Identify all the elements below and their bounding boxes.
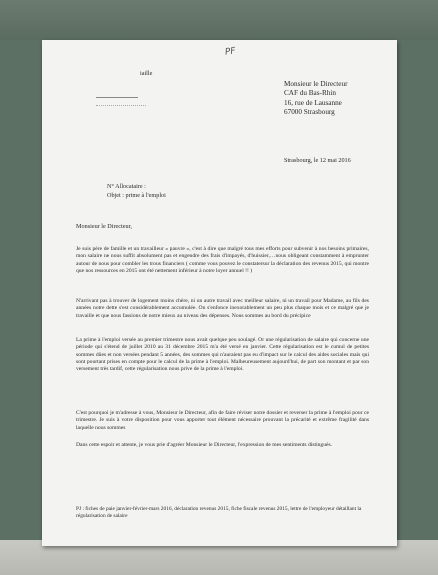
- paragraph-4: C'est pourquoi je m'adresse à vous, Monsieur le Directeur, afin de faire réviser notre dossier et reverser la prime à l'emploi pour ce trimestre. Je suis à votre disposition pour vous apporter tout élément nécessaire prouvant la précarité et extrême fragilité dans laquelle nous sommes: [76, 410, 369, 431]
- paragraph-5: Dans cette espoir et attente, je vous prie d'agréer Monsieur le Directeur, l'expression de mes sentiments distingués.: [76, 442, 333, 448]
- paragraph-1: Je suis père de famille et un travailleur « pauvre », c'est à dire que malgré tous mes efforts pour subvenir à nos besoins primaires, mon salaire ne nous suffit absolument pas et engendre des frais d'impayés, d'huissier,…nous obligeant constamment à emprunter autour de nous pour combler les trous financiers ( comme vous pouvez le constatersur la déclaration des revenus 2015, qui montre que nos ressources en 2015 ont été nettement inférieur à notre loyer annuel !! ): [76, 246, 369, 274]
- recipient-line-4: 67000 Strasbourg: [284, 108, 335, 117]
- letter-date: Strasbourg, le 12 mai 2016: [284, 157, 351, 164]
- handwritten-annotation: PF: [224, 46, 237, 58]
- allocataire-number: N° Allocataire :: [107, 183, 146, 190]
- paragraph-3: La prime à l'emploi versée au premier trimestre nous avait quelque peu soulagé. Or une régularisation de salaire qui concerne une période qui s'étend de juillet 2010 au 31 décembre 2015 m'a été versé en janvier. Cette régularisation est le cumul de petites sommes dûes et non versées pendant 5 années, des sommes qui n'auraient pas eu d'impact sur le calcul des aides sociales mais qui sont pourtant prises en compte pour le calcul de la prime à l'emploi. Malheureusement aujourd'hui, de part son montant et par son versement très tardif, cette régularisation nous prive de la prime à l'emploi.: [76, 337, 369, 373]
- background-top: [0, 0, 438, 40]
- redacted-sender-address: [96, 87, 138, 98]
- recipient-address: [284, 80, 347, 118]
- recipient-line-2: CAF du Bas-Rhin: [284, 89, 336, 98]
- redacted-sender-line: [96, 104, 146, 106]
- salutation: Monsieur le Directeur,: [76, 223, 132, 230]
- letter-page: [42, 40, 397, 546]
- letter-subject: Objet : prime à l'emploi: [107, 192, 166, 199]
- recipient-line-1: Monsieur le Directeur: [284, 80, 348, 88]
- paragraph-2: N'arrivant pas à trouver de logement moins chère, ni un autre travail avec meilleur salaire, ni un travail pour Madame, au fils des années notre dette s'est considérablement accumulée. On s'enfonce inexorablement un peu plus chaque mois et ce malgré que je travaille et que nous fassions de notre mieux au niveau des dépenses. Nous sommes au bord du précipice: [76, 298, 369, 319]
- attachments-note: PJ : fiches de paie janvier-février-mars 2016, déclaration revenus 2015, fiche fiscale revenus 2015, lettre de l'employeur détaillant la régularisation de salaire: [76, 506, 362, 520]
- reference-block: [107, 182, 166, 200]
- sender-name-fragment: iaille: [140, 70, 153, 77]
- recipient-line-3: 16, rue de Lausanne: [284, 98, 342, 107]
